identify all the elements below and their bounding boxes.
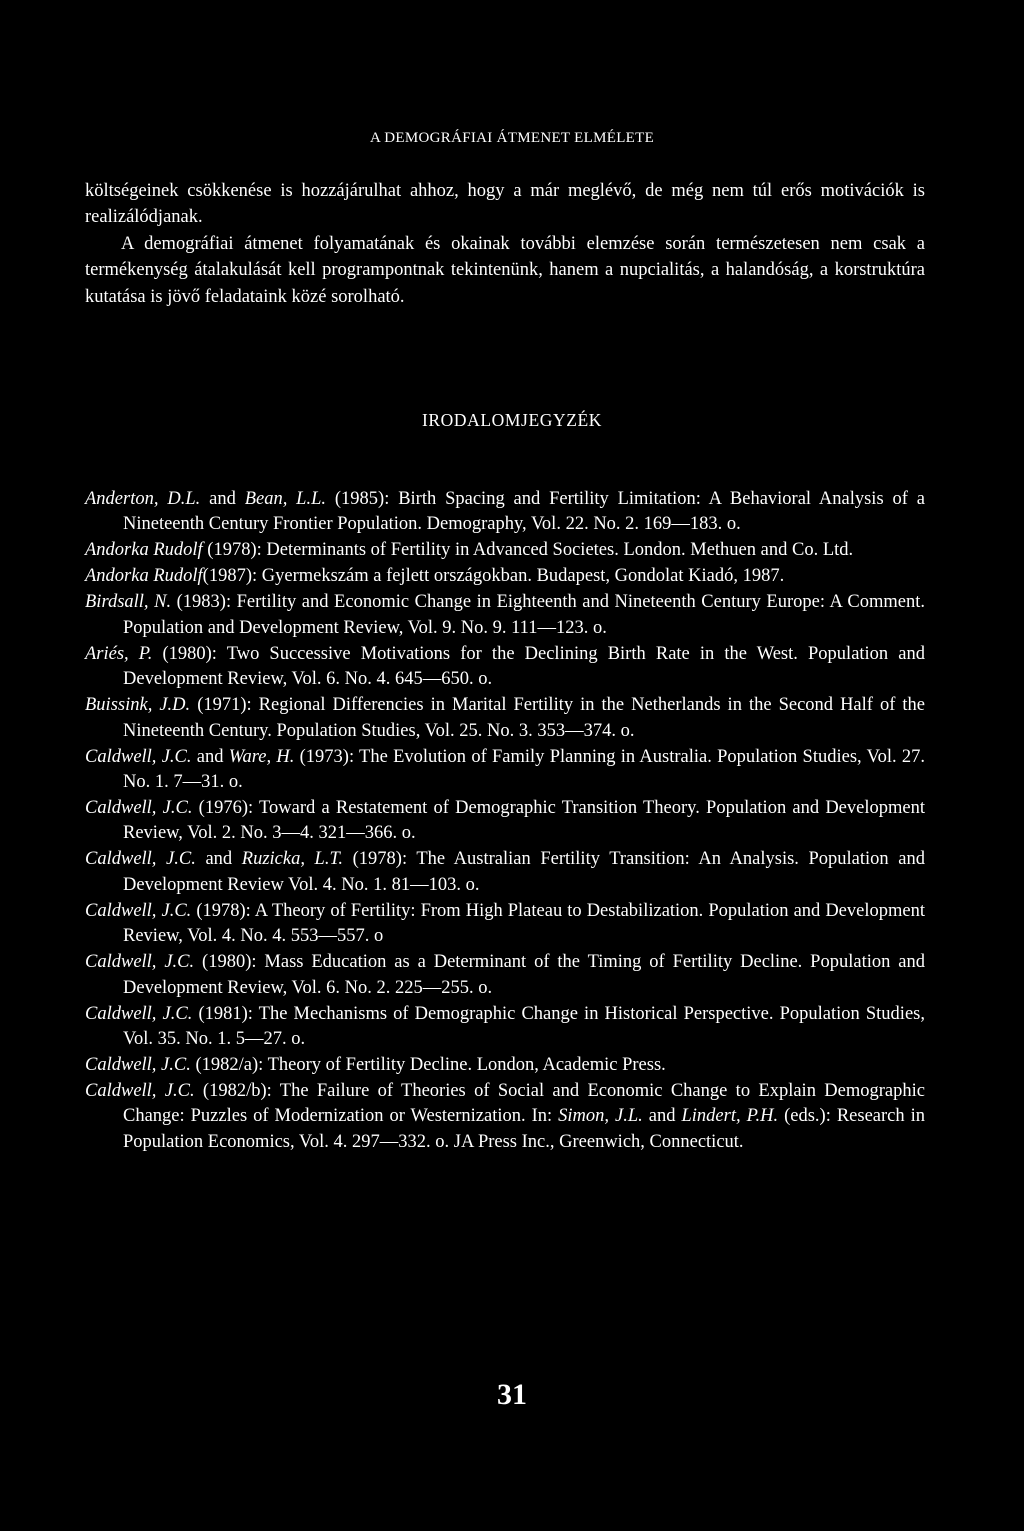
reference-text: (1978): A Theory of Fertility: From High Plateau to Destabilization. Population and Development Review, Vol. 4. No. 4. 553—557. o (123, 900, 925, 947)
reference-author: Caldwell, J.C. (85, 1081, 195, 1102)
reference-entry (85, 642, 925, 693)
reference-text: (1987): Gyermekszám a fejlett országokban. Budapest, Gondolat Kiadó, 1987. (202, 566, 785, 587)
reference-author: Simon, J.L. (558, 1106, 643, 1127)
reference-text: (1978): The Australian Fertility Transition: An Analysis. Population and Development Review Vol. 4. No. 1. 81—103. o. (123, 849, 925, 895)
reference-author: Anderton, D.L. (85, 489, 201, 509)
reference-text: (1983): Fertility and Economic Change in Eighteenth and Nineteenth Century Europe: A Comment. Population and Development Review, Vol. 9. No. 9. 111—123. o. (123, 592, 925, 638)
reference-author: Lindert, P.H. (681, 1106, 779, 1127)
reference-author: Caldwell, J.C. (85, 798, 193, 819)
reference-entry (85, 693, 925, 744)
reference-entry (85, 590, 925, 641)
reference-text: (eds.): Research in Population Economics, Vol. 4. 297—332. o. JA Press Inc., Greenwich, Connecticut. (123, 1106, 926, 1152)
reference-author: Caldwell, J.C. (85, 900, 192, 921)
reference-entry (85, 745, 925, 796)
reference-entry (85, 1002, 925, 1053)
reference-author: Andorka Rudolf (85, 566, 203, 587)
reference-author: Caldwell, J.C. (85, 1055, 191, 1076)
reference-author: Ware, H. (228, 746, 295, 767)
reference-entry (85, 796, 925, 847)
reference-text: (1985): Birth Spacing and Fertility Limitation: A Behavioral Analysis of a Nineteenth Century Frontier Population. Demography, Vol. 22. No. 2. 169—183. o. (123, 489, 925, 535)
reference-entry (85, 487, 925, 538)
reference-entry (85, 538, 925, 563)
reference-entry (85, 899, 925, 950)
reference-text: (1981): The Mechanisms of Demographic Change in Historical Perspective. Population Studies, Vol. 35. No. 1. 5—27. o. (123, 1003, 925, 1050)
author-connector: and (195, 849, 242, 870)
reference-author: Birdsall, N. (85, 592, 172, 613)
reference-author: Caldwell, J.C. (85, 849, 196, 870)
paragraph-1: költségeinek csökkenése is hozzájárulhat ahhoz, hogy a már meglévő, de még nem túl erős motivációk is realizálódjanak. (85, 181, 925, 228)
reference-author: Caldwell, J.C. (85, 746, 192, 767)
reference-text: (1971): Regional Differencies in Marital Fertility in the Netherlands in the Second Half of the Nineteenth Century. Population Studies, Vol. 25. No. 3. 353—374. o. (123, 695, 926, 741)
paragraph-2: A demográfiai átmenet folyamatának és okainak további elemzése során természetesen nem csak a termékenység átalakulását kell programpontnak tekintenünk, hanem a nupcialitás, a halandóság, a korstruktúra kutatása is jövő feladataink közé sorolható. (85, 233, 925, 307)
author-connector: and (200, 489, 245, 509)
reference-author: Ariés, P. (85, 643, 153, 664)
reference-author: Ruzicka, L.T. (241, 849, 344, 870)
reference-entry (85, 1053, 925, 1078)
reference-list (85, 487, 925, 1156)
reference-text: (1982/a): Theory of Fertility Decline. London, Academic Press. (190, 1055, 666, 1076)
reference-text: (1976): Toward a Restatement of Demographic Transition Theory. Population and Development Review, Vol. 2. No. 3—4. 321—366. o. (123, 798, 925, 844)
reference-text: (1973): The Evolution of Family Planning in Australia. Population Studies, Vol. 27. No. 1. 7—31. o. (123, 746, 925, 793)
reference-text: (1978): Determinants of Fertility in Advanced Societes. London. Methuen and Co. Ltd. (202, 540, 854, 561)
reference-entry (85, 1079, 925, 1155)
reference-text: (1980): Two Successive Motivations for the Declining Birth Rate in the West. Population and Development Review, Vol. 6. No. 4. 645—650. o. (123, 643, 926, 690)
running-head: A DEMOGRÁFIAI ÁTMENET ELMÉLETE (369, 130, 655, 146)
author-connector: and (642, 1106, 682, 1127)
reference-author: Caldwell, J.C. (85, 1003, 193, 1024)
reference-entry (85, 564, 925, 589)
reference-entry (85, 847, 925, 898)
author-connector: and (191, 746, 229, 767)
reference-author: Caldwell, J.C. (85, 952, 195, 973)
reference-text: (1980): Mass Education as a Determinant of the Timing of Fertility Decline. Population and Development Review, Vol. 6. No. 2. 225—255. o. (123, 952, 925, 998)
section-heading: IRODALOMJEGYZÉK (421, 410, 603, 430)
body-text (85, 178, 925, 310)
reference-entry (85, 950, 925, 1001)
reference-author: Andorka Rudolf (85, 540, 203, 561)
page-number: 31 (497, 1378, 527, 1411)
reference-text: (1982/b): The Failure of Theories of Social and Economic Change to Explain Demographic Change: Puzzles of Modernization or Westernization. In: (123, 1081, 925, 1127)
reference-author: Buissink, J.D. (85, 695, 191, 716)
reference-author: Bean, L.L. (244, 489, 327, 509)
